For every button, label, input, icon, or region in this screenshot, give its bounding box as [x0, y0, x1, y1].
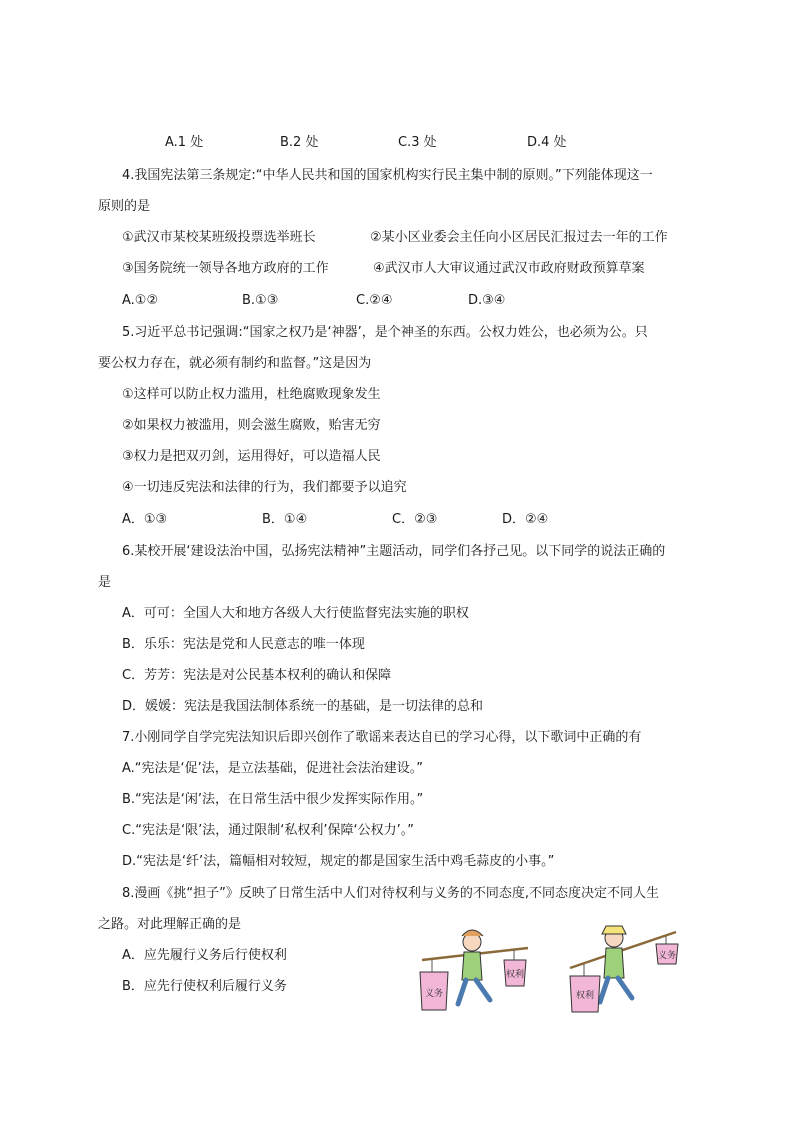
q6-option-d: D．媛媛：宪法是我国法制体系统一的基础，是一切法律的总和 [122, 699, 484, 714]
q4-option-b: B.①③ [242, 293, 279, 308]
q4-stem-line1: 4.我国宪法第三条规定:“中华人民共和国的国家机构实行民主集中制的原则。”下列能体现这一 [122, 168, 653, 183]
q3-option-d: D.4 处 [527, 135, 567, 150]
q4-item-2: ②某小区业委会主任向小区居民汇报过去一年的工作 [370, 230, 668, 245]
q5-option-a: A．①③ [122, 512, 168, 527]
q3-option-c: C.3 处 [398, 135, 437, 150]
cartoon-label-right-heavy: 权利 [575, 991, 595, 1001]
q5-item-4: ④一切违反宪法和法律的行为，我们都要予以追究 [122, 480, 407, 495]
q5-item-2: ②如果权力被滥用，则会滋生腐败，贻害无穷 [122, 418, 381, 433]
q6-stem-line2: 是 [98, 575, 112, 590]
q6-stem-line1: 6.某校开展‘建设法治中国，弘扬宪法精神”主题活动，同学们各抒己见。以下同学的说法正确的 [122, 544, 666, 559]
q5-item-1: ①这样可以防止权力滥用，杜绝腐败现象发生 [122, 387, 381, 402]
q4-item-4: ④武汉市人大审议通过武汉市政府财政预算草案 [373, 261, 645, 276]
q7-option-a: A.“宪法是‘促’法，是立法基础，促进社会法治建设。” [122, 761, 424, 776]
q4-item-3: ③国务院统一领导各地方政府的工作 [122, 261, 329, 276]
cartoon-label-left-heavy: 义务 [424, 989, 444, 999]
q6-option-c: C．芳芳：宪法是对公民基本权利的确认和保障 [122, 668, 392, 683]
q5-stem-line1: 5.习近平总书记强调:“国家之权乃是‘神器’，是个神圣的东西。公权力姓公，也必须为公。只 [122, 325, 648, 340]
q5-option-c: C．②③ [392, 512, 438, 527]
q4-option-a: A.①② [122, 293, 159, 308]
q3-option-a: A.1 处 [165, 135, 204, 150]
q8-option-b: B．应先行使权利后履行义务 [122, 979, 287, 994]
q7-option-b: B.“宪法是‘闲’法，在日常生活中很少发挥实际作用。” [122, 792, 424, 807]
q4-item-1: ①武汉市某校某班级投票选举班长 [122, 230, 316, 245]
q7-option-c: C.“宪法是‘限’法，通过限制‘私权利’保障‘公权力’。” [122, 823, 414, 838]
q5-option-b: B．①④ [262, 512, 308, 527]
cartoon-label-right-light: 义务 [657, 951, 677, 961]
q6-option-a: A．可可：全国人大和地方各级人大行使监督宪法实施的职权 [122, 606, 469, 621]
q5-option-d: D．②④ [502, 512, 549, 527]
q7-option-d: D.“宪法是‘纤’法，篇幅相对较短，规定的都是国家生活中鸡毛蒜皮的小事。” [122, 854, 555, 869]
q8-option-a: A．应先履行义务后行使权利 [122, 948, 287, 963]
q5-stem-line2: 要公权力存在，就必须有制约和监督。”这是因为 [98, 356, 372, 371]
q8-stem-line2: 之路。对此理解正确的是 [98, 917, 242, 932]
q3-option-b: B.2 处 [280, 135, 319, 150]
cartoon-carrying-burden [410, 920, 700, 1020]
cartoon-label-left-light: 权利 [505, 970, 525, 980]
q5-item-3: ③权力是把双刃剑，运用得好，可以造福人民 [122, 449, 381, 464]
q4-stem-line2: 原则的是 [98, 199, 151, 214]
q4-option-c: C.②④ [356, 293, 393, 308]
q8-stem-line1: 8.漫画《挑“担子”》反映了日常生活中人们对待权利与义务的不同态度,不同态度决定不同人生 [122, 886, 660, 901]
q4-option-d: D.③④ [468, 293, 506, 308]
q7-stem: 7.小刚同学自学完宪法知识后即兴创作了歌谣来表达自已的学习心得，以下歌词中正确的有 [122, 730, 642, 745]
q6-option-b: B．乐乐：宪法是党和人民意志的唯一体现 [122, 637, 365, 652]
